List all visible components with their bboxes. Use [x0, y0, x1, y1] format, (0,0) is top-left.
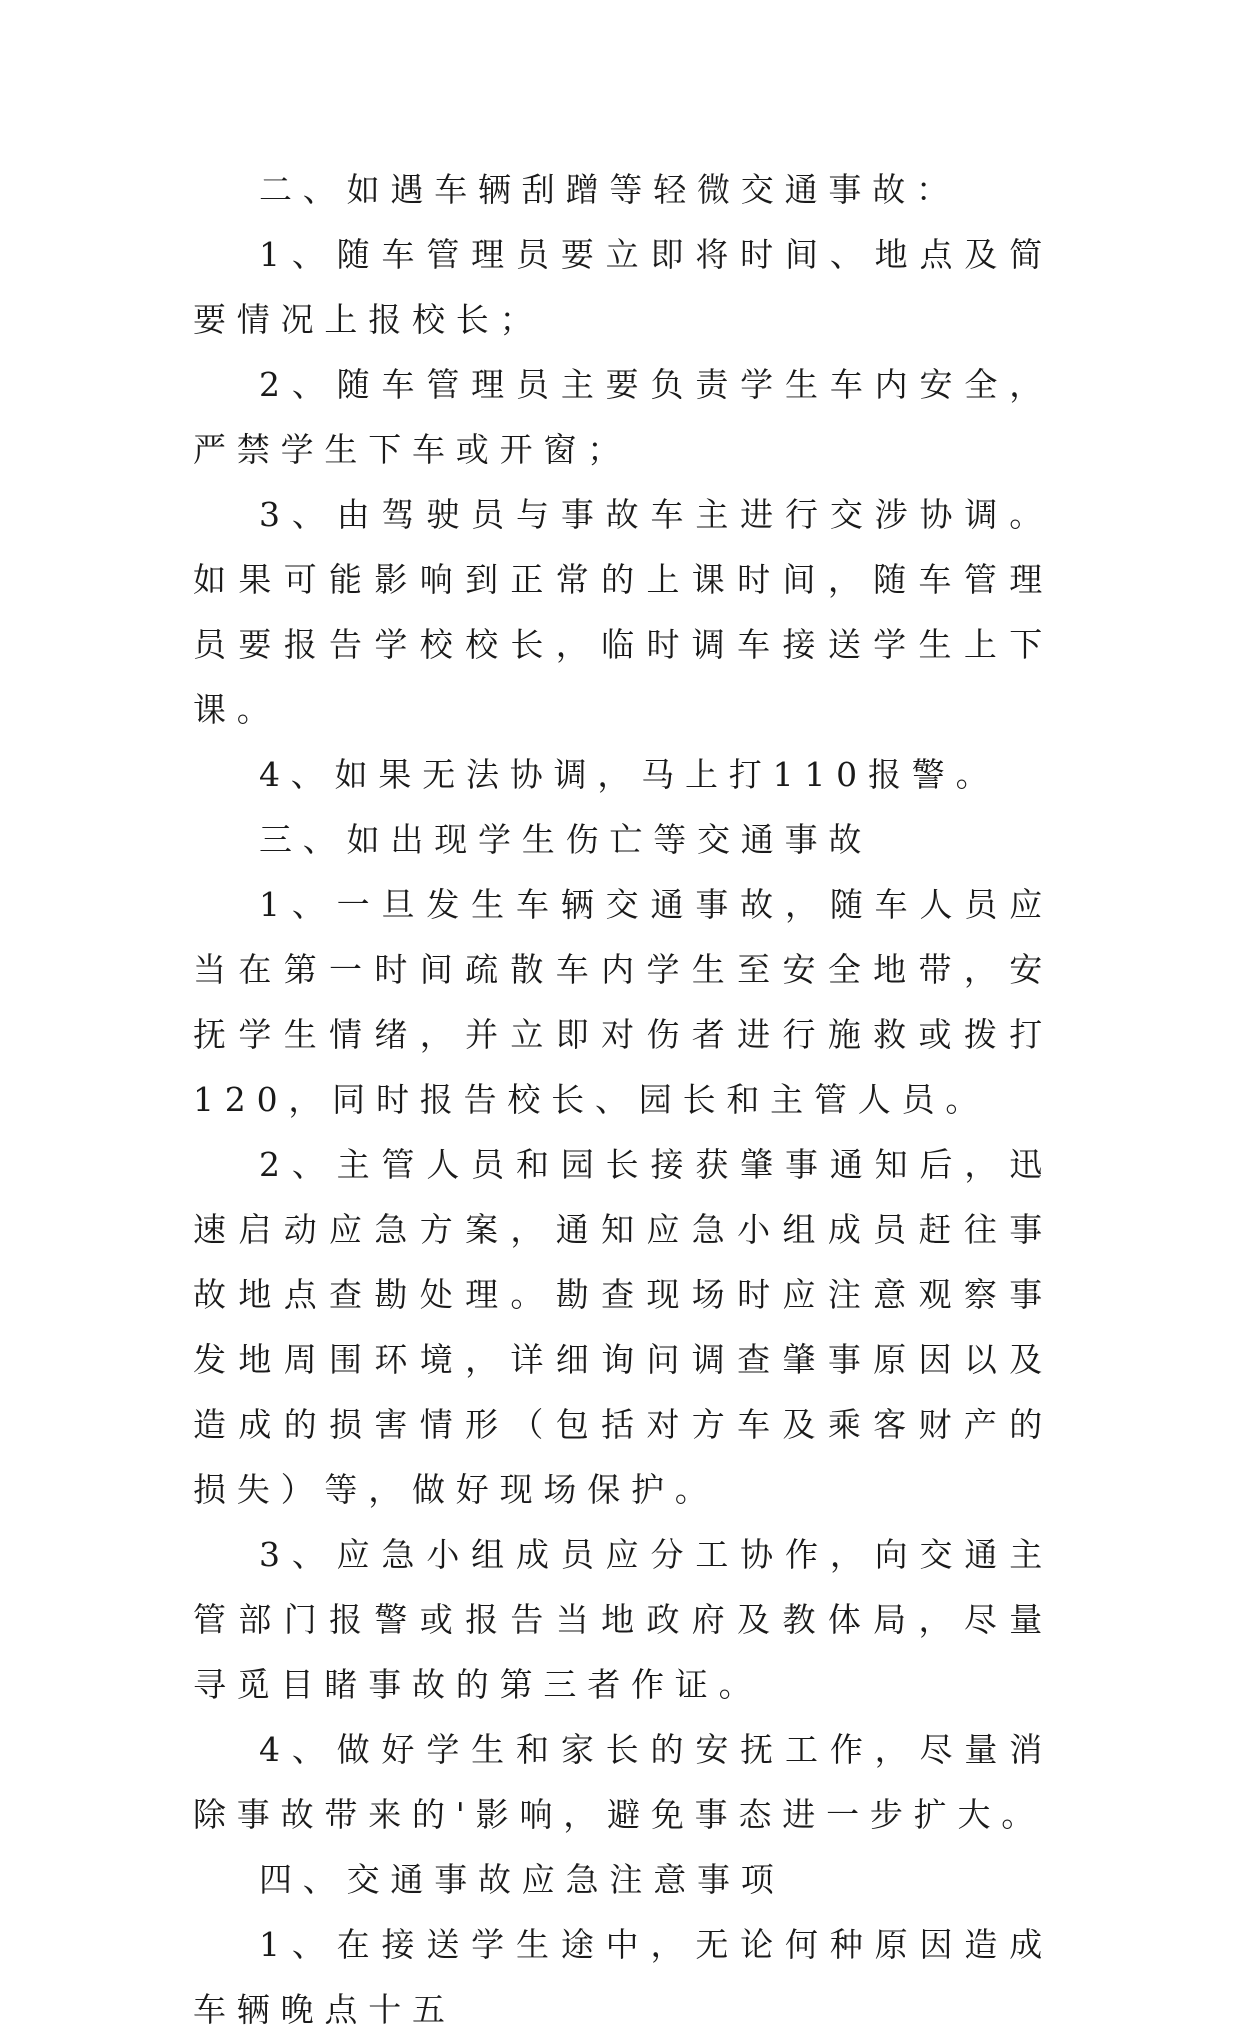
paragraph: 3、由驾驶员与事故车主进行交涉协调。如果可能影响到正常的上课时间，随车管理员要报告学校校长，临时调车接送学生上下课。 — [193, 495, 1053, 729]
paragraph: 2、主管人员和园长接获肇事通知后，迅速启动应急方案，通知应急小组成员赶往事故地点查勘处理。勘查现场时应注意观察事发地周围环境，详细询问调查肇事原因以及造成的损害情形（包括对方车及乘客财产的损失）等，做好现场保护。 — [193, 1145, 1053, 1509]
paragraph: 3、应急小组成员应分工协作，向交通主管部门报警或报告当地政府及教体局，尽量寻觅目睹事故的第三者作证。 — [193, 1535, 1053, 1704]
paragraph: 1、在接送学生途中，无论何种原因造成车辆晚点十五 — [193, 1925, 1053, 2029]
document-body — [193, 157, 1053, 2042]
paragraph: 1、随车管理员要立即将时间、地点及简要情况上报校长； — [193, 235, 1053, 339]
section-heading: 四、交通事故应急注意事项 — [259, 1860, 785, 1899]
section-heading: 三、如出现学生伤亡等交通事故 — [259, 820, 873, 859]
paragraph: 4、做好学生和家长的安抚工作，尽量消除事故带来的'影响，避免事态进一步扩大。 — [193, 1730, 1053, 1834]
paragraph: 4、如果无法协调，马上打110报警。 — [259, 755, 1000, 794]
section-heading: 二、如遇车辆刮蹭等轻微交通事故： — [259, 170, 960, 209]
paragraph: 2、随车管理员主要负责学生车内安全，严禁学生下车或开窗； — [193, 365, 1053, 469]
paragraph: 1、一旦发生车辆交通事故，随车人员应当在第一时间疏散车内学生至安全地带，安抚学生情绪，并立即对伤者进行施救或拨打120，同时报告校长、园长和主管人员。 — [193, 885, 1053, 1119]
